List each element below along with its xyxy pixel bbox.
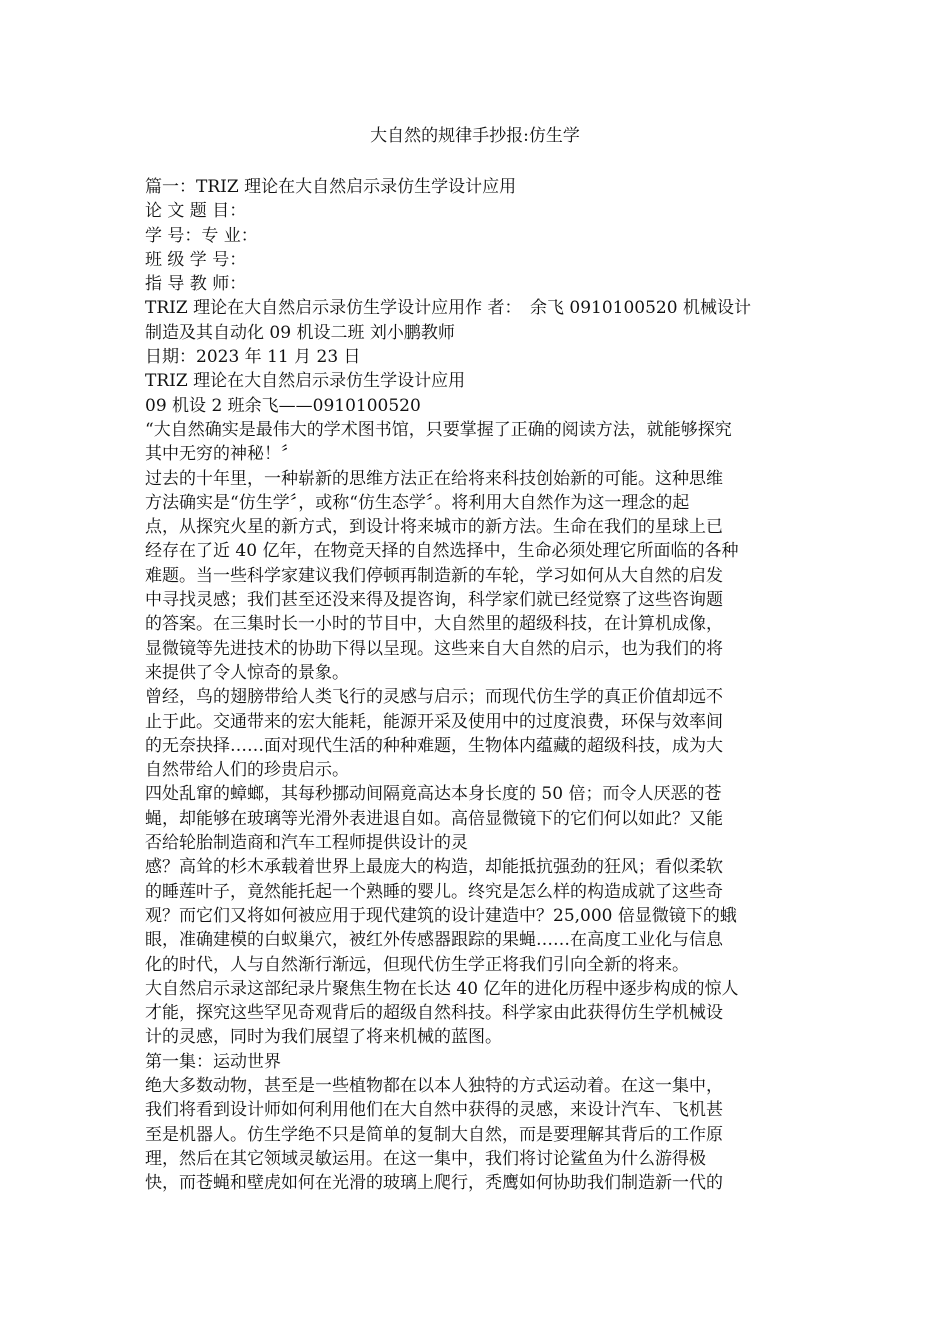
- text-line: 眼，准确建模的白蚁巢穴，被红外传感器跟踪的果蝇……在高度工业化与信息: [145, 930, 723, 951]
- text-line: 制造及其自动化 09 机设二班 刘小鹏教师: [145, 322, 455, 343]
- text-line: 第一集：运动世界: [145, 1051, 281, 1072]
- text-line: 计的灵感，同时为我们展望了将来机械的蓝图。: [145, 1027, 502, 1048]
- text-line: 化的时代，人与自然渐行渐远，但现代仿生学正将我们引向全新的将来。: [145, 954, 689, 975]
- text-line: 论 文 题 目：: [145, 201, 247, 222]
- text-line: 点，从探究火星的新方式，到设计将来城市的新方法。生命在我们的星球上已: [145, 517, 723, 538]
- text-line: 才能，探究这些罕见奇观背后的超级自然科技。科学家由此获得仿生学机械设: [145, 1003, 723, 1024]
- text-line: 绝大多数动物，甚至是一些植物都在以本人独特的方式运动着。在这一集中，: [145, 1075, 723, 1096]
- text-line: 的睡莲叶子，竟然能托起一个熟睡的婴儿。终究是怎么样的构造成就了这些奇: [145, 881, 723, 902]
- text-line: 其中无穷的神秘！〞: [145, 444, 298, 465]
- text-line: 中寻找灵感；我们甚至还没来得及提咨询，科学家们就已经觉察了这些咨询题: [145, 590, 723, 611]
- text-line: “大自然确实是最伟大的学术图书馆，只要掌握了正确的阅读方法，就能够探究: [145, 419, 732, 440]
- text-line: 方法确实是“仿生学〞，或称“仿生态学〞。将利用大自然作为这一理念的起: [145, 492, 690, 513]
- text-line: 理，然后在其它领域灵敏运用。在这一集中，我们将讨论鲨鱼为什么游得极: [145, 1148, 706, 1169]
- text-line: 的无奈抉择……面对现代生活的种种难题，生物体内蕴藏的超级科技，成为大: [145, 735, 723, 756]
- text-line: 班 级 学 号：: [145, 249, 247, 270]
- text-line: 大自然启示录这部纪录片聚焦生物在长达 40 亿年的进化历程中逐步构成的惊人: [145, 978, 739, 999]
- text-line: 曾经，鸟的翅膀带给人类飞行的灵感与启示；而现代仿生学的真正价值却远不: [145, 687, 723, 708]
- text-line: 来提供了令人惊奇的景象。: [145, 662, 349, 683]
- text-line: 感？高耸的杉木承载着世界上最庞大的构造，却能抵抗强劲的狂风；看似柔软: [145, 857, 723, 878]
- text-line: TRIZ 理论在大自然启示录仿生学设计应用作 者： 余飞 0910100520 机械设计: [145, 298, 751, 319]
- text-line: 篇一：TRIZ 理论在大自然启示录仿生学设计应用: [145, 177, 517, 197]
- text-line: 日期：2023 年 11 月 23 日: [145, 347, 361, 368]
- text-line: 至是机器人。仿生学绝不只是简单的复制大自然，而是要理解其背后的工作原: [145, 1124, 723, 1145]
- text-line: 蝇，却能够在玻璃等光滑外表进退自如。高倍显微镜下的它们何以如此？又能: [145, 808, 723, 829]
- document-body: [145, 175, 805, 1195]
- text-line: 自然带给人们的珍贵启示。: [145, 760, 349, 781]
- text-line: 的答案。在三集时长一小时的节目中，大自然里的超级科技，在计算机成像，: [145, 614, 723, 635]
- text-line: TRIZ 理论在大自然启示录仿生学设计应用: [145, 371, 466, 392]
- text-line: 四处乱窜的蟑螂，其每秒挪动间隔竟高达本身长度的 50 倍；而令人厌恶的苍: [145, 784, 722, 805]
- text-line: 学 号：专 业：: [145, 225, 258, 246]
- text-line: 快，而苍蝇和壁虎如何在光滑的玻璃上爬行，秃鹰如何协助我们制造新一代的: [145, 1173, 723, 1194]
- text-line: 经存在了近 40 亿年，在物竞天择的自然选择中，生命必须处理它所面临的各种: [145, 541, 739, 562]
- text-line: 09 机设 2 班余飞——0910100520: [145, 395, 421, 416]
- text-line: 我们将看到设计师如何利用他们在大自然中获得的灵感，来设计汽车、飞机甚: [145, 1100, 723, 1121]
- text-line: 难题。当一些科学家建议我们停顿再制造新的车轮，学习如何从大自然的启发: [145, 565, 723, 586]
- document-title: 大自然的规律手抄报:仿生学: [370, 126, 580, 146]
- text-line: 观？而它们又将如何被应用于现代建筑的设计建造中？25,000 倍显微镜下的蛾: [145, 905, 737, 926]
- text-line: 显微镜等先进技术的协助下得以呈现。这些来自大自然的启示，也为我们的将: [145, 638, 723, 659]
- text-line: 否给轮胎制造商和汽车工程师提供设计的灵: [145, 833, 468, 854]
- text-line: 指 导 教 师：: [145, 274, 247, 295]
- text-line: 过去的十年里，一种崭新的思维方法正在给将来科技创始新的可能。这种思维: [145, 468, 723, 489]
- text-line: 止于此。交通带来的宏大能耗，能源开采及使用中的过度浪费，环保与效率间: [145, 711, 723, 732]
